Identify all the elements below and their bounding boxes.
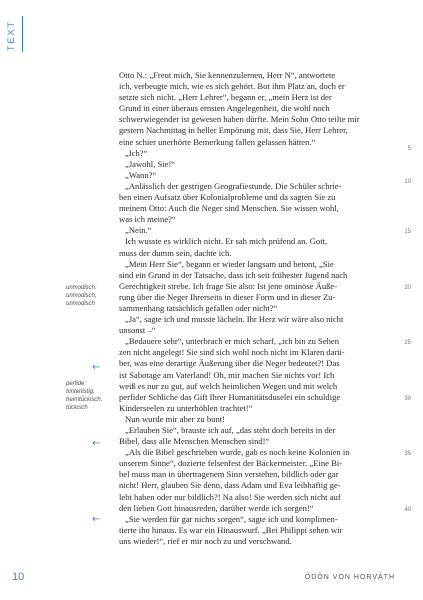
text-line: „Erlauben Sie“, brauste ich auf, „das steht doch bereits in der (125, 425, 336, 435)
text-line: weiß es nur zu gut, auf welch heimlichen Wegen und mit welch (119, 380, 338, 391)
text-line: ist Sabotage am Vaterland! Oh, mir machen Sie nichts vor! Ich (119, 369, 335, 380)
text-line: „Mein Herr Sie“, begann er wieder langsam und betont, „Sie (125, 258, 334, 269)
text-line: „Nein.“ (125, 225, 152, 236)
text-line: „Ja“, sagte ich und musste lächeln. Ihr Herz wir wäre also nicht (125, 314, 344, 325)
text-line: Grund in einer überaus ernsten Angelegenheit, die wohl noch (119, 103, 330, 114)
text-line: Ich wusste es wirklich nicht. Er sah mich prüfend an. Gott, (125, 236, 328, 247)
text-line: nicht! Herr, glauben Sie denn, dass Adam und Eva leibhaftig ge- (119, 480, 341, 491)
text-line: ber, was eine derartige Äußerung über die Neger bedeutet?! Das (119, 358, 340, 369)
text-line: sammenhang tatsächlich gefallen oder nicht?“ (119, 302, 278, 313)
line-number: 35 (404, 451, 411, 457)
arrow-left-icon: ← (92, 514, 101, 525)
section-label: TEXT (6, 20, 16, 52)
text-line: „Anlässlich der gestrigen Geografiestunde. Die Schüler schrie- (125, 180, 342, 191)
footer-author: ÖDÖN VON HORVÁTH (304, 574, 395, 581)
text-line: „Als die Bibel geschrieben wurde, gab es noch keine Kolonien in (125, 447, 350, 458)
text-line: unserem Sinne“, dozierte felsenfest der Bäckermeister. „Eine Bi- (119, 458, 343, 469)
side-bar (0, 0, 26, 600)
arrow-left-icon: ← (92, 438, 101, 449)
margin-gloss: unmodisch: unmodisch, unmodisch (66, 285, 97, 307)
line-number: 10 (404, 179, 411, 185)
text-line: bel muss man in übertragenem Sinn verstehen, bildlich oder gar (119, 469, 339, 480)
text-line: rung über die Neger Ihrerseits in dieser Form und in dieser Zu- (119, 291, 336, 302)
page-number: 10 (12, 571, 25, 583)
text-line: „Jawohl, Sie!“ (125, 158, 176, 169)
text-line: ben einen Aufsatz über Kolonialprobleme und da sagten Sie zu (119, 192, 336, 203)
text-line: perfider Schliche das Gift Ihrer Humanitätsduselei ein schuldige (119, 391, 341, 402)
text-line: „Wann?“ (125, 169, 157, 180)
text-line: ich, verbeugte mich, wie es sich gehört. Bot ihm Platz an, doch er (119, 81, 345, 92)
line-number: 25 (404, 340, 411, 346)
text-body (119, 70, 381, 547)
text-line: Otto N.: „Freut mich, Sie kennenzulernen, Herr N“, antwortete (119, 70, 336, 80)
text-line: Nun wurde mir aber zu bunt! (125, 413, 225, 424)
text-line: muss der dumm sein, dachte ich. (119, 247, 232, 258)
arrow-left-icon: ← (92, 362, 101, 373)
margin-gloss: perfide: hinterlistig, heimtückisch, tückisch (66, 381, 103, 411)
text-line: meinem Otto: Auch die Neger sind Menschen. Sie wissen wohl, (119, 203, 339, 214)
text-line: Bibel, dass alle Menschen Menschen sind!“ (119, 436, 270, 447)
line-number: 5 (407, 146, 411, 152)
line-number: 15 (404, 229, 411, 235)
text-line: den lieben Gott hinausreden, darüber werde ich sorgen!“ (119, 502, 314, 513)
text-line: was ich meine?“ (119, 214, 176, 225)
text-line: unsonst –“ (119, 325, 156, 336)
section-tick (22, 16, 23, 52)
text-line: gestern Nachmittag in heller Empörung mit, dass Sie, Herr Lehrer, (119, 125, 348, 136)
text-line: setzte sich nicht. „Herr Lehrer“, begann er, „mein Herz ist der (119, 92, 332, 103)
line-number: 30 (404, 396, 411, 402)
text-line: uns wieder!“, rief er mir noch zu und verschwand. (119, 535, 292, 546)
text-line: „Ich?“ (125, 147, 148, 158)
text-line: „Bedauere sehr“, unterbrach er mich scharf, „ich bin zu Sehen (125, 336, 340, 347)
text-line: „Sie werden für gar nichts sorgen“, sagte ich und komplimen- (125, 513, 338, 524)
text-line: sind ein Grund in der Tatsache, dass ich seit frühester Jugend nach (119, 269, 348, 280)
text-line: tierte ihn hinaus. Es war ein Hinauswurf. „Bei Philippi sehen wir (119, 524, 343, 535)
text-line: Gerechtigkeit strebe. Ich frage Sie also: Ist jene ominöse Äuße- (119, 280, 338, 291)
line-number: 40 (404, 507, 411, 513)
text-line: zen nicht angelegt! Sie sind sich wohl noch nicht im Klaren darü- (119, 347, 345, 358)
line-number: 20 (404, 285, 411, 291)
text-line: eine schier unerhörte Bemerkung fallen gelassen hätten.“ (119, 136, 316, 147)
text-line: Kinderseelen zu unterhöhlen trachtet!“ (119, 402, 253, 413)
text-line: schwerwiegender ist gewesen haben dürfte. Mein Sohn Otto teilte mir (119, 114, 360, 125)
text-line: lebt haben oder nur bildlich?! Na also! Sie werden sich nicht auf (119, 491, 341, 502)
